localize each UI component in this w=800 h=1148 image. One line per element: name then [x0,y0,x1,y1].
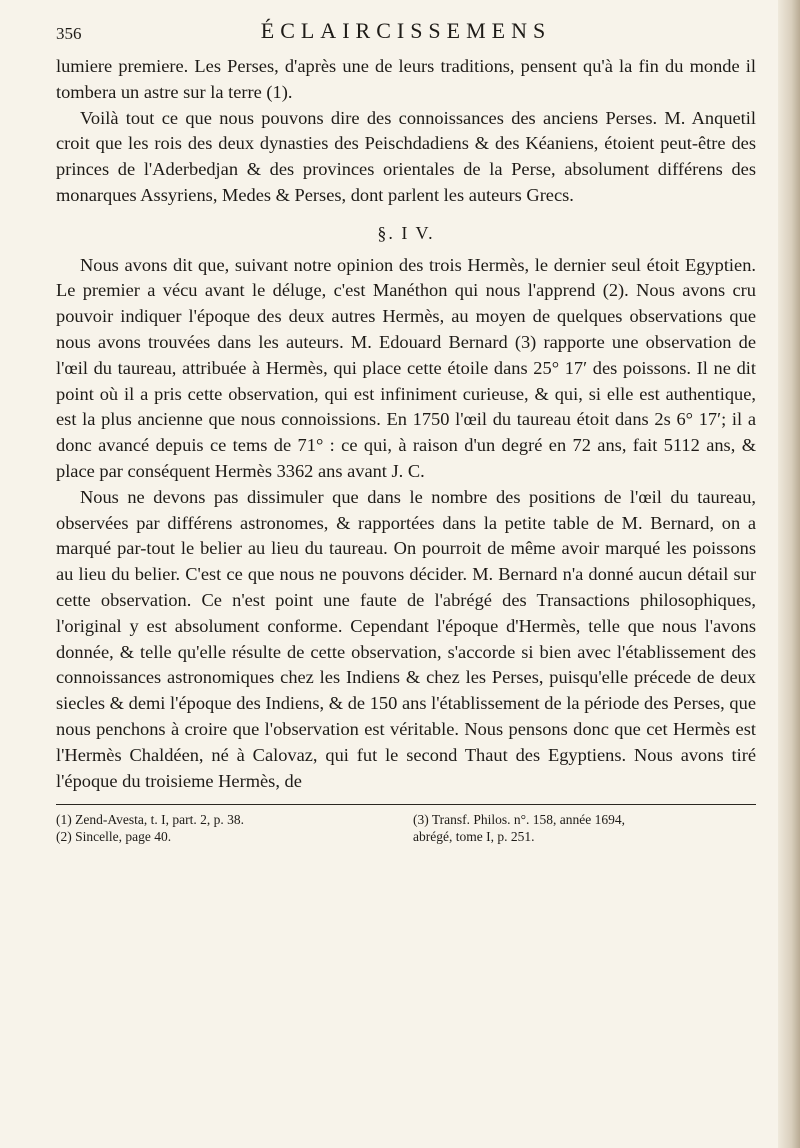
running-title: ÉCLAIRCISSEMENS [260,18,552,43]
footnote-3-cont: abrégé, tome I, p. 251. [413,829,535,845]
footnote-3: (3) Transf. Philos. n°. 158, année 1694, [413,812,626,828]
paragraph-3: Nous avons dit que, suivant notre opinion des trois Hermès, le dernier seul étoit Egyptien. Le premier a vécu avant le déluge, c'est Manéthon qui nous l'apprend (2). Nous avons cru pouvoir indiquer l'époque des deux autres Hermès, au moyen de quelques observations que nous avons trouvées dans les auteurs. M. Edouard Bernard (3) rapporte une observation de l'œil du taureau, attribuée à Hermès, qui place cette étoile dans 25° 17′ des poissons. Il ne dit point où il a pris cette observation, qui est infiniment curieuse, & qui, si elle est authentique, est la plus ancienne que nous connoissions. En 1750 l'œil du taureau étoit dans 2s 6° 17′; il a donc avancé depuis ce tems de 71° : ce qui, à raison d'un degré en 72 ans, fait 5112 ans, & place par conséquent Hermès 3362 ans avant J. C. [56,254,756,481]
footnotes-left [56,811,399,845]
footnote-2: (2) Sincelle, page 40. [56,829,172,845]
paragraph-1: lumiere premiere. Les Perses, d'après une de leurs traditions, pensent qu'à la fin du monde il tombera un astre sur la terre (1). [56,56,756,102]
footnotes [56,811,756,845]
page-number: 356 [56,24,82,43]
book-page [56,14,756,845]
footnotes-right [413,811,756,845]
paragraph-4: Nous ne devons pas dissimuler que dans le nombre des positions de l'œil du taureau, observées par différens astronomes, & rapportées dans la petite table de M. Bernard, on a marqué par-tout le belier au lieu du taureau. On pourroit de même avoir marqué les poissons au lieu du belier. C'est ce que nous ne pouvons décider. M. Bernard n'a donné aucun détail sur cette observation. Ce n'est point une faute de l'abrégé des Transactions philosophiques, l'original y est absolument conforme. Cependant l'époque d'Hermès, telle que nous l'avons donnée, & telle qu'elle résulte de cette observation, s'accorde si bien avec l'établissement des connoissances astronomiques chez les Indiens & chez les Perses, puisqu'elle précede de deux siecles & demi l'époque des Indiens, & de 150 ans l'établissement de la période des Perses, que nous penchons à croire que l'observation est véritable. Nous pensons donc que cet Hermès est l'Hermès Chaldéen, né à Calovaz, qui fut le second Thaut des Egyptiens. Nous avons tiré l'époque du troisieme Hermès, de [56,486,756,791]
footnote-rule [56,804,756,805]
body-text [56,54,756,794]
page-header [56,14,756,54]
paragraph-2: Voilà tout ce que nous pouvons dire des connoissances des anciens Perses. M. Anquetil croit que les rois des deux dynasties des Peischdadiens & des Kéaniens, étoient peut-être des princes de l'Aderbedjan & des provinces orientales de la Perse, absolument différens des monarques Assyriens, Medes & Perses, dont parlent les auteurs Grecs. [56,107,756,205]
footnote-1: (1) Zend-Avesta, t. I, part. 2, p. 38. [56,812,244,828]
section-heading: §. I V. [377,222,435,243]
page-edge [778,0,800,1148]
